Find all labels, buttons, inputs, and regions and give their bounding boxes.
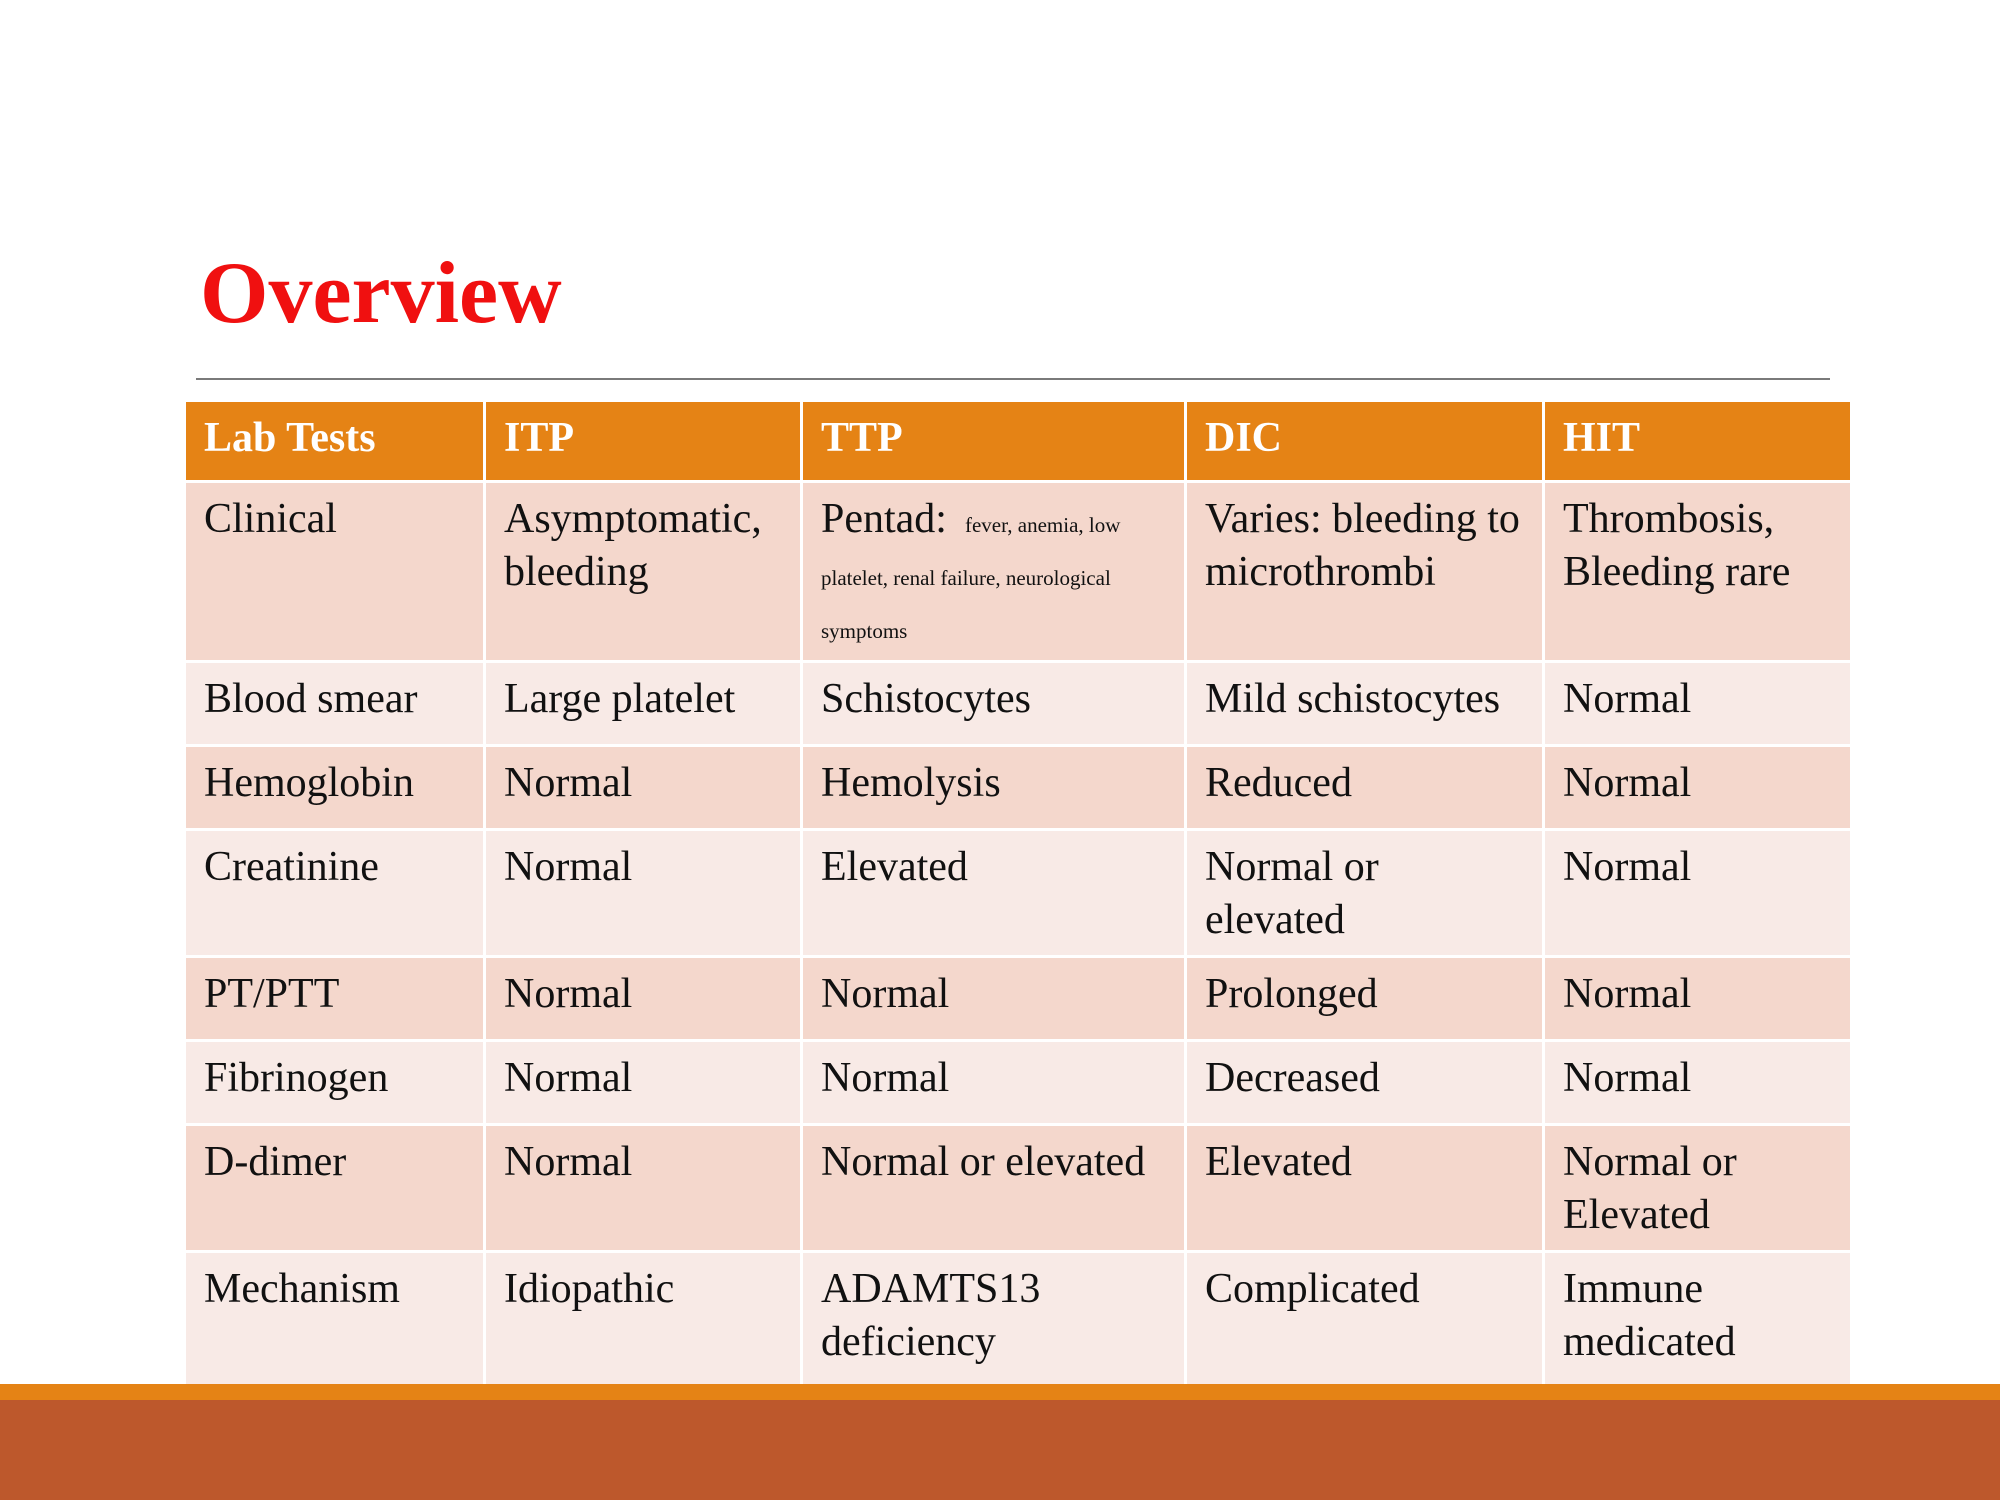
cell-blood-smear-dic: Mild schistocytes [1186,662,1544,746]
title-divider [196,378,1830,380]
cell-hemoglobin-hit: Normal [1544,746,1852,830]
cell-blood-smear-ttp: Schistocytes [802,662,1186,746]
row-label-fibrinogen: Fibrinogen [185,1041,485,1125]
row-label-pt-ptt: PT/PTT [185,957,485,1041]
row-label-blood-smear: Blood smear [185,662,485,746]
table-row-creatinine [185,830,1852,957]
overview-table [183,399,1853,1420]
cell-mechanism-dic: Complicated [1186,1252,1544,1419]
cell-blood-smear-hit: Normal [1544,662,1852,746]
cell-creatinine-dic: Normal or elevated [1186,830,1544,957]
cell-creatinine-hit: Normal [1544,830,1852,957]
cell-pt-ptt-ttp: Normal [802,957,1186,1041]
cell-mechanism-itp: Idiopathic [485,1252,802,1419]
cell-mechanism-hit: Immune medicated [1544,1252,1852,1419]
cell-fibrinogen-ttp: Normal [802,1041,1186,1125]
cell-hemoglobin-itp: Normal [485,746,802,830]
header-ttp: TTP [802,401,1186,482]
cell-hemoglobin-ttp: Hemolysis [802,746,1186,830]
cell-clinical-dic: Varies: bleeding to microthrombi [1186,482,1544,662]
cell-creatinine-itp: Normal [485,830,802,957]
slide-title: Overview [200,245,562,342]
cell-fibrinogen-hit: Normal [1544,1041,1852,1125]
header-hit: HIT [1544,401,1852,482]
table-row-d-dimer [185,1125,1852,1252]
footer-band-accent [0,1384,2000,1400]
cell-pt-ptt-hit: Normal [1544,957,1852,1041]
header-itp: ITP [485,401,802,482]
cell-blood-smear-itp: Large platelet [485,662,802,746]
cell-fibrinogen-itp: Normal [485,1041,802,1125]
cell-hemoglobin-dic: Reduced [1186,746,1544,830]
cell-clinical-itp: Asymptomatic, bleeding [485,482,802,662]
cell-clinical-ttp [802,482,1186,662]
table-header-row [185,401,1852,482]
table-row-hemoglobin [185,746,1852,830]
cell-mechanism-ttp: ADAMTS13 deficiency [802,1252,1186,1419]
cell-pt-ptt-itp: Normal [485,957,802,1041]
table-row-fibrinogen [185,1041,1852,1125]
table-row-blood-smear [185,662,1852,746]
row-label-clinical: Clinical [185,482,485,662]
cell-creatinine-ttp: Elevated [802,830,1186,957]
cell-pt-ptt-dic: Prolonged [1186,957,1544,1041]
cell-clinical-hit: Thrombosis, Bleeding rare [1544,482,1852,662]
cell-d-dimer-dic: Elevated [1186,1125,1544,1252]
cell-d-dimer-ttp: Normal or elevated [802,1125,1186,1252]
row-label-d-dimer: D-dimer [185,1125,485,1252]
footer-band [0,1400,2000,1500]
row-label-mechanism: Mechanism [185,1252,485,1419]
table-row-clinical [185,482,1852,662]
table-row-pt-ptt [185,957,1852,1041]
cell-fibrinogen-dic: Decreased [1186,1041,1544,1125]
pentad-detail: fever, anemia, low platelet, renal failure, neurological symptoms [821,513,1121,643]
header-lab-tests: Lab Tests [185,401,485,482]
row-label-creatinine: Creatinine [185,830,485,957]
row-label-hemoglobin: Hemoglobin [185,746,485,830]
cell-d-dimer-itp: Normal [485,1125,802,1252]
header-dic: DIC [1186,401,1544,482]
pentad-label: Pentad: [821,496,947,542]
cell-d-dimer-hit: Normal or Elevated [1544,1125,1852,1252]
